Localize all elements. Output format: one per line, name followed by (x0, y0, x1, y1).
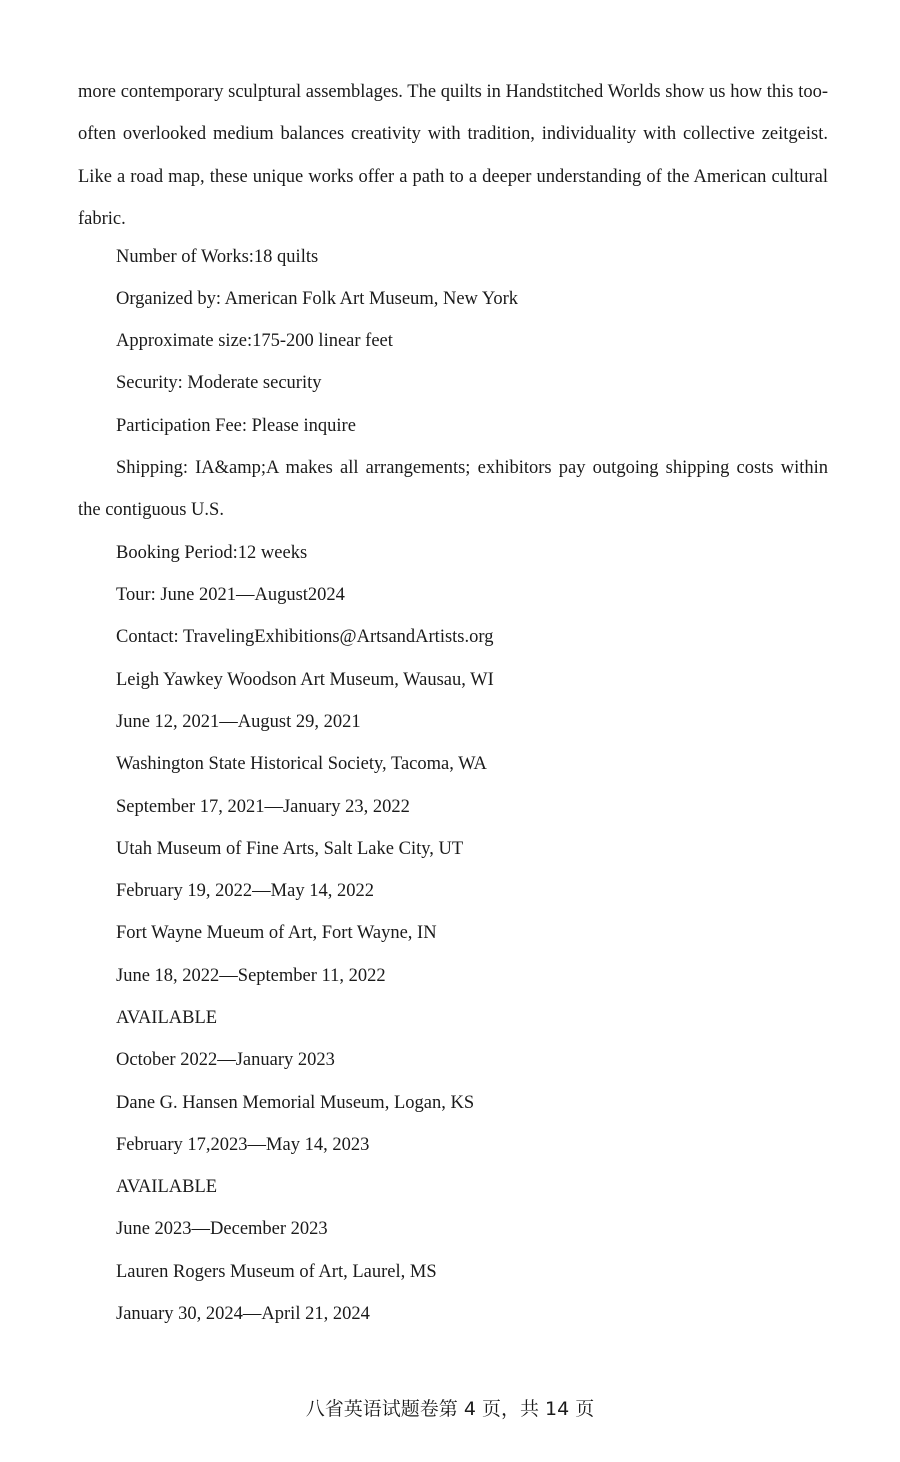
schedule-dates: February 17,2023—May 14, 2023 (116, 1135, 370, 1155)
schedule-dates: September 17, 2021—January 23, 2022 (116, 797, 410, 817)
approximate-size: Approximate size:175-200 linear feet (116, 331, 393, 351)
schedule-dates: June 12, 2021—August 29, 2021 (116, 712, 361, 732)
number-of-works: Number of Works:18 quilts (116, 247, 319, 267)
schedule-dates: June 18, 2022—September 11, 2022 (116, 966, 386, 986)
security: Security: Moderate security (116, 373, 322, 393)
contact: Contact: TravelingExhibitions@ArtsandArtists.org (116, 627, 494, 647)
schedule-available: AVAILABLE (116, 1177, 218, 1197)
schedule-venue: Washington State Historical Society, Tacoma, WA (116, 754, 487, 774)
tour: Tour: June 2021—August2024 (116, 585, 345, 605)
booking-period: Booking Period:12 weeks (116, 543, 308, 563)
schedule-dates: January 30, 2024—April 21, 2024 (116, 1304, 370, 1324)
intro-paragraph: more contemporary sculptural assemblages. The quilts in Handstitched Worlds show us how this too-often overlooked medium balances creativity with tradition, individuality with collective zeitgeist. Like a road map, these unique works offer a path to a deeper understanding of the American cultural fabric. (78, 82, 828, 229)
schedule-venue: Leigh Yawkey Woodson Art Museum, Wausau, WI (116, 670, 494, 690)
shipping: Shipping: IA&amp;A makes all arrangements; exhibitors pay outgoing shipping costs within the contiguous U.S. (78, 458, 828, 521)
schedule-available: AVAILABLE (116, 1008, 218, 1028)
organized-by: Organized by: American Folk Art Museum, New York (116, 289, 518, 309)
schedule-venue: Dane G. Hansen Memorial Museum, Logan, KS (116, 1093, 475, 1113)
page-footer: 八省英语试题卷第 4 页，共 14 页 (305, 1398, 595, 1420)
schedule-venue: Lauren Rogers Museum of Art, Laurel, MS (116, 1262, 437, 1282)
schedule-dates: October 2022—January 2023 (116, 1050, 335, 1070)
schedule-dates: June 2023—December 2023 (116, 1219, 328, 1239)
schedule-venue: Utah Museum of Fine Arts, Salt Lake City, UT (116, 839, 464, 859)
schedule-dates: February 19, 2022—May 14, 2022 (116, 881, 374, 901)
participation-fee: Participation Fee: Please inquire (116, 416, 356, 436)
schedule-venue: Fort Wayne Mueum of Art, Fort Wayne, IN (116, 923, 437, 943)
